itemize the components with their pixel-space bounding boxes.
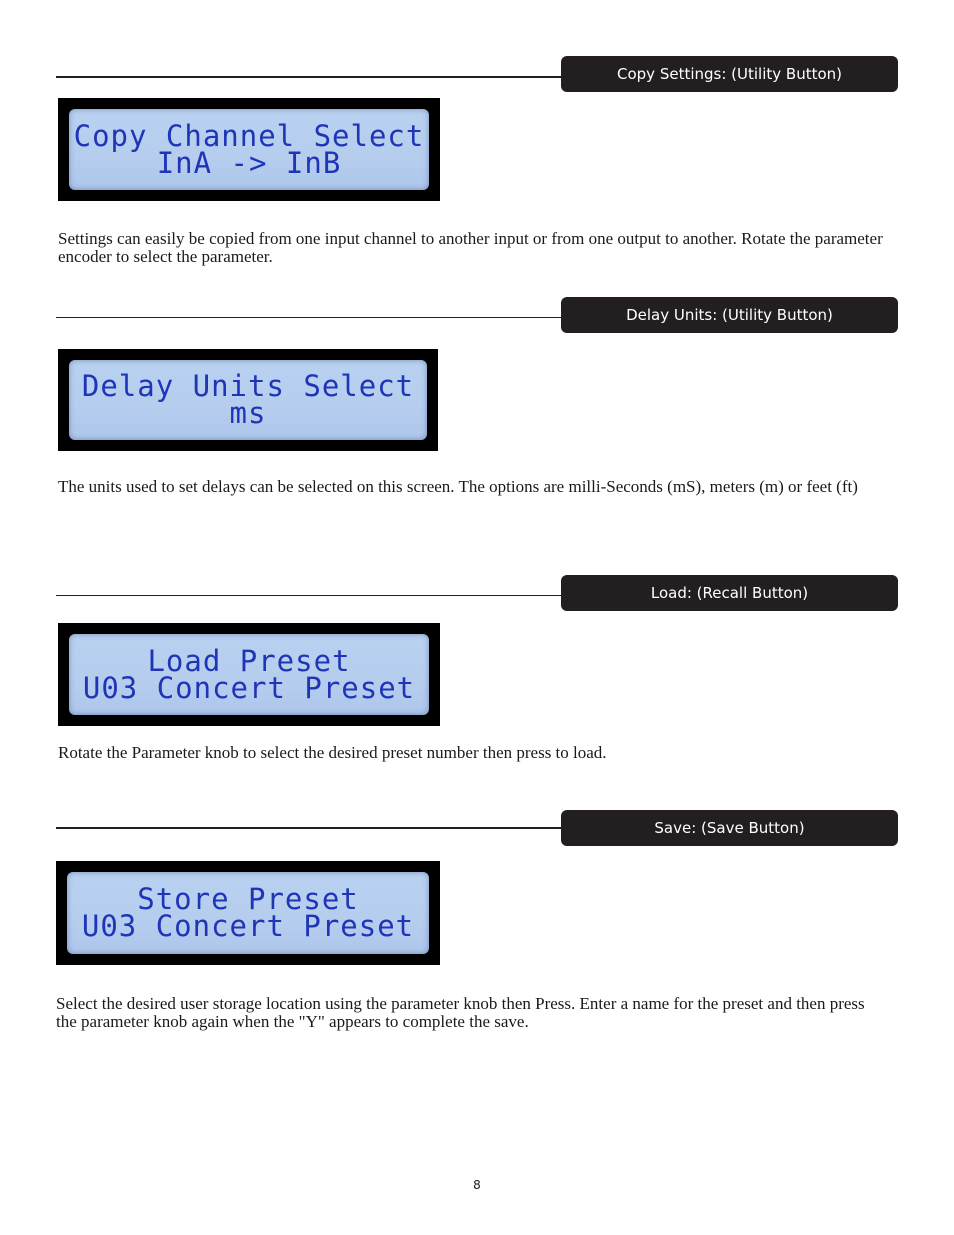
- lcd-line: InA -> InB: [156, 145, 342, 180]
- section-divider: [56, 827, 561, 829]
- section-header-delay-units: Delay Units: (Utility Button): [561, 297, 898, 333]
- section-divider: [56, 317, 561, 318]
- page-number: 8: [473, 1178, 481, 1192]
- lcd-screen: [69, 360, 427, 440]
- lcd-line: ms: [229, 396, 267, 430]
- lcd-line: Copy Channel Select: [73, 118, 425, 153]
- section-description: Rotate the Parameter knob to select the desired preset number then press to load.: [58, 743, 607, 762]
- lcd-line: Delay Units Select: [81, 369, 415, 403]
- lcd-display-store-preset: [56, 861, 440, 965]
- section-description: The units used to set delays can be selected on this screen. The options are milli-Seconds (mS), meters (m) or feet (ft): [58, 477, 858, 496]
- lcd-line: U03 Concert Preset: [81, 909, 415, 943]
- section-divider: [56, 595, 561, 596]
- section-header-save: Save: (Save Button): [561, 810, 898, 846]
- lcd-display-copy-channel: [58, 98, 440, 201]
- lcd-screen: [67, 872, 429, 954]
- lcd-screen: [69, 634, 429, 715]
- lcd-line: U03 Concert Preset: [82, 670, 416, 705]
- lcd-line: Store Preset: [137, 882, 359, 916]
- section-description: Settings can easily be copied from one input channel to another input or from one output to another. Rotate the parameter encoder to select the parameter.: [58, 229, 883, 266]
- section-header-copy-settings: Copy Settings: (Utility Button): [561, 56, 898, 92]
- section-divider: [56, 76, 561, 78]
- lcd-display-delay-units: [58, 349, 438, 451]
- lcd-screen: [69, 109, 429, 190]
- lcd-display-load-preset: [58, 623, 440, 726]
- section-description: Select the desired user storage location using the parameter knob then Press. Enter a name for the preset and then press the parameter knob again when the "Y" appears to complete the save.: [56, 994, 865, 1031]
- lcd-line: Load Preset: [147, 643, 351, 678]
- section-header-load: Load: (Recall Button): [561, 575, 898, 611]
